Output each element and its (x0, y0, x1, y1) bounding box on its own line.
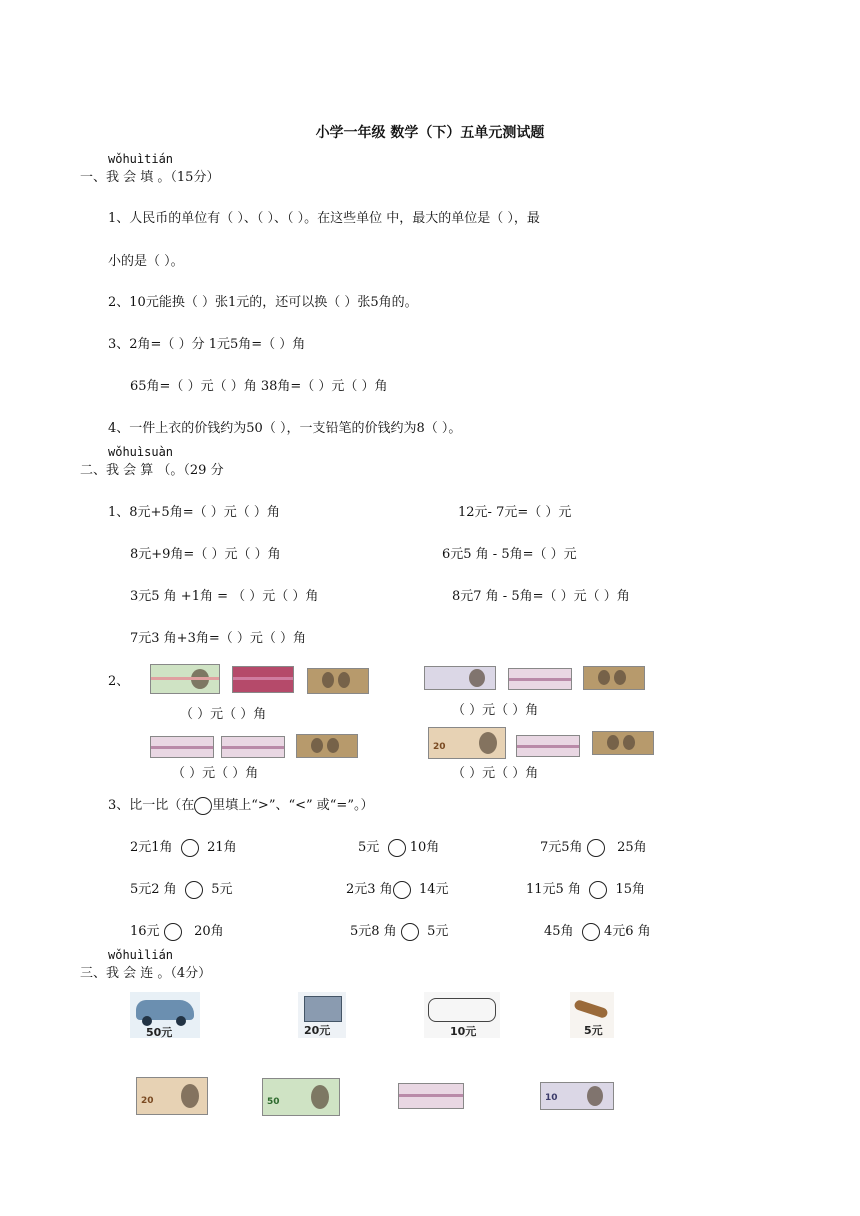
s2-blank-d: （ ）元（ ）角 (452, 766, 539, 781)
s1-q4: 4、一件上衣的价钱约为50（ ），一支铅笔的价钱约为8（ ）。 (108, 421, 462, 436)
compare-item (346, 878, 449, 899)
compare-right: 5元 (211, 882, 233, 897)
compare-item (358, 836, 439, 857)
banknote-5jiao-image (150, 736, 214, 758)
compare-intro-text: 3、比一比（在 (108, 798, 195, 813)
compare-left: 5元 (358, 840, 380, 855)
compare-left: 5元2 角 (130, 882, 177, 897)
compare-item (544, 920, 651, 941)
banknote-50yuan-image[interactable] (262, 1078, 340, 1116)
s1-q3b: 65角=（ ）元（ ）角 38角=（ ）元（ ）角 (130, 379, 388, 394)
compare-right: 4元6 角 (603, 924, 651, 939)
s1-q1b: 小的是（ ）。 (108, 254, 184, 269)
pencil-box-image[interactable] (424, 992, 500, 1038)
s2-q2r: 6元5 角 - 5角=（ ）元 (442, 547, 577, 562)
compare-item (130, 878, 233, 899)
s2-q3r: 8元7 角 - 5角=（ ）元（ ）角 (452, 589, 630, 604)
compare-circle[interactable] (393, 881, 411, 899)
s2-blank-b: （ ）元（ ）角 (452, 703, 539, 718)
compare-item (130, 836, 237, 857)
compare-item (350, 920, 448, 941)
compare-right: 14元 (418, 882, 449, 897)
compare-left: 2元1角 (130, 840, 173, 855)
s1-q1a: 1、人民币的单位有（ ）、（ ）、（ ）。在这些单位 中，最大的单位是（ ），最 (108, 211, 540, 226)
s2-q2: 8元+9角=（ ）元（ ）角 (130, 547, 281, 562)
compare-right: 20角 (194, 924, 224, 939)
s2-q1: 1、8元+5角=（ ）元（ ）角 (108, 505, 280, 520)
price-label: 5元 (584, 1024, 603, 1037)
section1-pinyin: wǒhuìtián (108, 152, 174, 166)
compare-circle[interactable] (589, 881, 607, 899)
banknote-1jiao-image (296, 734, 358, 758)
compare-right: 21角 (207, 840, 237, 855)
compare-left: 2元3 角 (346, 882, 393, 897)
compare-item (130, 920, 224, 941)
note-value: 50 (267, 1097, 280, 1107)
compare-item (526, 878, 645, 899)
compare-intro-text-2: 里填上“>”、“<” 或“=”。） (212, 798, 374, 813)
banknote-1yuan-image (150, 664, 220, 694)
compare-left: 16元 (130, 924, 160, 939)
compare-right: 15角 (615, 882, 646, 897)
price-label: 50元 (146, 1026, 173, 1038)
s2-p2-label: 2、 (108, 674, 130, 689)
compare-left: 7元5角 (540, 840, 583, 855)
compare-right: 25角 (617, 840, 647, 855)
compare-circle[interactable] (181, 839, 199, 857)
compare-circle[interactable] (587, 839, 605, 857)
compare-item (540, 836, 647, 857)
circle-icon (194, 797, 212, 815)
banknote-1jiao-image (592, 731, 654, 755)
compare-circle[interactable] (401, 923, 419, 941)
s2-q1r: 12元- 7元=（ ）元 (458, 505, 572, 520)
banknote-1jiao-image (307, 668, 369, 694)
note-value: 20 (141, 1096, 154, 1106)
s2-blank-c: （ ）元（ ）角 (172, 766, 259, 781)
price-label: 20元 (304, 1024, 331, 1037)
banknote-20yuan-image[interactable] (136, 1077, 208, 1115)
compare-right: 10角 (409, 840, 440, 855)
banknote-5jiao-image (516, 735, 580, 757)
compare-left: 45角 (544, 924, 574, 939)
s2-q4: 7元3 角+3角=（ ）元（ ）角 (130, 631, 306, 646)
compare-circle[interactable] (185, 881, 203, 899)
s2-q3: 3元5 角 +1角 = （ ）元（ ）角 (130, 589, 319, 604)
banknote-5jiao-image (508, 668, 572, 690)
toy-car-image[interactable] (130, 992, 200, 1038)
banknote-5jiao-image (232, 666, 294, 693)
banknote-5jiao-image[interactable] (398, 1083, 464, 1109)
section3-pinyin: wǒhuìlián (108, 948, 174, 962)
s1-q2: 2、10元能换（ ）张1元的，还可以换（ ）张5角的。 (108, 295, 418, 310)
banknote-20yuan-image: 20 (428, 727, 506, 759)
compare-left: 5元8 角 (350, 924, 397, 939)
section3-heading: 三、我 会 连 。（4分） (80, 966, 212, 981)
compare-circle[interactable] (582, 923, 600, 941)
s1-q3a: 3、2角=（ ）分 1元5角=（ ）角 (108, 337, 306, 352)
section2-heading: 二、我 会 算 （。（29 分 (80, 463, 224, 478)
calculator-image[interactable] (298, 992, 346, 1038)
pencil-sharpener-image[interactable] (570, 992, 614, 1038)
compare-left: 11元5 角 (526, 882, 581, 897)
compare-circle[interactable] (164, 923, 182, 941)
page-title: 小学一年级 数学（下）五单元测试题 (315, 125, 545, 141)
banknote-10yuan-image[interactable] (540, 1082, 614, 1110)
banknote-10yuan-image (424, 666, 496, 690)
section1-heading: 一、我 会 填 。（15分） (80, 170, 220, 185)
banknote-1jiao-image (583, 666, 645, 690)
compare-right: 5元 (427, 924, 449, 939)
s2-compare-intro (108, 794, 373, 815)
banknote-5jiao-image (221, 736, 285, 758)
s2-blank-a: （ ）元（ ）角 (180, 707, 267, 722)
price-label: 10元 (450, 1025, 477, 1038)
note-value: 10 (545, 1093, 558, 1103)
compare-circle[interactable] (388, 839, 406, 857)
section2-pinyin: wǒhuìsuàn (108, 445, 174, 459)
